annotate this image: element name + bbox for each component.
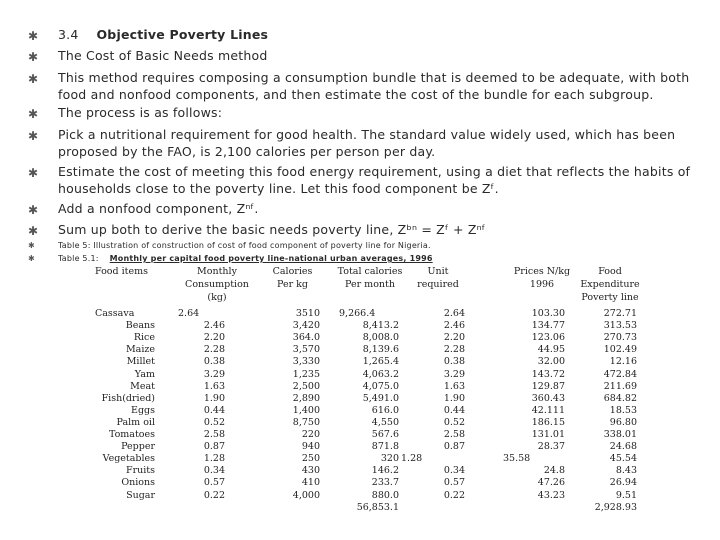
table-cell: 32.00 [537, 356, 565, 368]
header-food-items: Food items [95, 266, 148, 277]
table-cell: 123.06 [531, 332, 565, 344]
table-cell: 8,139.6 [362, 344, 399, 356]
square-bullet-icon: ✱ [28, 166, 39, 180]
header-total-calories: Total calories Per month [337, 266, 403, 290]
table-cell: 131.01 [531, 429, 565, 440]
table-cell: 2.58 [443, 429, 465, 440]
table-cell: 8.43 [615, 465, 637, 477]
table-cell: 2,890 [292, 392, 320, 404]
table-cell: Cassava [95, 308, 135, 319]
table-cell: 47.26 [537, 477, 565, 489]
table-cell: 3,420 [292, 320, 320, 332]
table-cell: 250 [301, 453, 320, 465]
table-cell: Meat [130, 380, 155, 392]
table-cell: 272.71 [603, 308, 637, 319]
table-cell: 220 [301, 429, 320, 440]
table-cell: 96.80 [609, 416, 637, 428]
table-cell: 1.90 [203, 392, 225, 404]
table-cell: 1.90 [443, 392, 465, 404]
table-cell: 9.51 [615, 489, 637, 501]
table-cell: 9,266.4 [339, 308, 376, 319]
food-poverty-table [95, 263, 715, 540]
table-cell: Vegetables [102, 453, 155, 465]
table-cell: 146.2 [371, 465, 399, 477]
table-cell: 4,063.2 [362, 368, 399, 380]
table-cell: 103.30 [531, 308, 565, 319]
table-cell: 360.43 [531, 392, 565, 404]
table-cell: 1,265.4 [362, 356, 399, 368]
table-cell: Fruits [126, 465, 155, 477]
table-cell: 364.0 [292, 332, 320, 344]
table-cell: 186.15 [531, 416, 565, 428]
table-cell: 8,750 [292, 416, 320, 428]
table-cell: 0.22 [203, 489, 225, 501]
square-bullet-icon: ✱ [28, 224, 39, 238]
table-cell: 2.58 [203, 429, 225, 440]
table-cell: 4,075.0 [362, 380, 399, 392]
table-cell: 0.57 [203, 477, 225, 489]
table-cell: Maize [125, 344, 155, 356]
table-cell: 1.63 [203, 380, 225, 392]
table-cell: Onions [121, 477, 155, 489]
bullet-text: The Cost of Basic Needs method [58, 48, 268, 63]
table-cell: 270.73 [603, 332, 637, 344]
table-cell: 26.94 [609, 477, 637, 489]
table-cell: 233.7 [371, 477, 399, 489]
table-cell: 3,570 [292, 344, 320, 356]
table-cell: 1.63 [443, 380, 465, 392]
square-bullet-icon: ✱ [28, 203, 39, 217]
table-cell: 1.28 [401, 453, 423, 465]
table-cell: 3510 [295, 308, 320, 319]
table-cell: 2.20 [203, 332, 225, 344]
section-heading: 3.4 Objective Poverty Lines [58, 27, 269, 42]
table-cell: Beans [125, 320, 155, 332]
table-cell: 1.28 [203, 453, 225, 465]
header-prices: Prices N/kg 1996 [513, 266, 571, 290]
bullet-text: Sum up both to derive the basic needs poverty line, Zᵇⁿ = Zᶠ + Zⁿᶠ [58, 222, 486, 237]
table-cell: 8,008.0 [362, 332, 399, 344]
table-cell: 0.34 [443, 465, 465, 477]
table-cell: 8,413.2 [362, 320, 399, 332]
table-cell: 2.46 [203, 320, 225, 332]
table-cell: 1,235 [292, 368, 320, 380]
table-cell: 35.58 [503, 453, 531, 465]
square-bullet-icon: ✱ [28, 129, 39, 143]
bullet-text: Add a nonfood component, Zⁿᶠ. [58, 201, 259, 216]
square-bullet-icon: ✱ [28, 107, 39, 121]
table-cell: Millet [126, 356, 155, 368]
table-cell: 0.52 [203, 416, 225, 428]
table-cell: 430 [301, 465, 320, 477]
square-bullet-icon: ✱ [28, 72, 39, 86]
table-cell: 3,330 [292, 356, 320, 368]
table-cell: 338.01 [603, 429, 637, 440]
table-cell: 24.8 [543, 465, 565, 477]
table-cell: 45.54 [609, 453, 637, 465]
header-unit-required: Unit required [417, 266, 459, 290]
table-cell: 0.87 [443, 441, 465, 453]
square-bullet-icon: ✱ [28, 241, 35, 250]
table-cell: 567.6 [371, 429, 399, 440]
table-cell: 0.52 [443, 416, 465, 428]
table-cell: 0.34 [203, 465, 225, 477]
table-cell: 0.22 [443, 489, 465, 501]
table-cell: 28.37 [537, 441, 565, 453]
table-cell: 4,000 [292, 489, 320, 501]
table-cell: 0.44 [203, 404, 225, 416]
total-calories: 56,853.1 [356, 501, 399, 513]
table-cell: 472.84 [603, 368, 637, 380]
table-cell: 0.38 [443, 356, 465, 368]
table-cell: Fish(dried) [101, 392, 155, 404]
bullet-text: Pick a nutritional requirement for good health. The standard value widely used, which has been proposed by the FAO, is 2,100 calories per person per day. [58, 127, 676, 159]
table-cell: 211.69 [603, 380, 637, 392]
square-bullet-icon: ✱ [28, 29, 39, 43]
total-food-expenditure: 2,928.93 [594, 501, 637, 513]
table-cell: Rice [133, 332, 155, 344]
table-cell: 2,500 [292, 380, 320, 392]
table-cell: 320 [380, 453, 399, 465]
table-cell: Tomatoes [108, 429, 155, 440]
table-cell: 24.68 [609, 441, 637, 453]
table-cell: 313.53 [603, 320, 637, 332]
table-cell: Yam [134, 368, 155, 380]
table-cell: 3.29 [203, 368, 225, 380]
table-cell: Sugar [126, 489, 155, 501]
square-bullet-icon: ✱ [28, 254, 35, 263]
table-cell: 134.77 [531, 320, 565, 332]
table-cell: 18.53 [609, 404, 637, 416]
square-bullet-icon: ✱ [28, 50, 39, 64]
table-cell: 871.8 [371, 441, 399, 453]
bullet-text: The process is as follows: [58, 105, 223, 120]
table-cell: 4,550 [371, 416, 399, 428]
table-cell: 102.49 [603, 344, 637, 356]
table-cell: 2.64 [443, 308, 465, 319]
table-cell: 2.28 [203, 344, 225, 356]
table-cell: 42.111 [531, 404, 565, 416]
table-cell: 12.16 [609, 356, 637, 368]
header-monthly-consumption: Monthly Consumption (kg) [185, 266, 249, 303]
table-cell: 2.46 [443, 320, 465, 332]
table-cell: 129.87 [531, 380, 565, 392]
table-cell: 3.29 [443, 368, 465, 380]
table-cell: 5,491.0 [362, 392, 399, 404]
table-subcaption: Table 5.1: Monthly per capital food poverty line-national urban averages, 1996 [58, 254, 433, 263]
table-cell: 0.57 [443, 477, 465, 489]
table-cell: Pepper [121, 441, 155, 453]
bullet-text: Estimate the cost of meeting this food energy requirement, using a diet that reflects the habits of households close to the poverty line. Let this food component be Zᶠ. [58, 164, 691, 196]
table-cell: Eggs [131, 404, 155, 416]
table-cell: 2.20 [443, 332, 465, 344]
table-cell: 2.64 [178, 308, 200, 319]
table-cell: 2.28 [443, 344, 465, 356]
table-cell: 1,400 [292, 404, 320, 416]
table-cell: 940 [301, 441, 320, 453]
table-cell: 684.82 [603, 392, 637, 404]
table-cell: Palm oil [116, 416, 155, 428]
table-cell: 0.87 [203, 441, 225, 453]
table-cell: 616.0 [371, 404, 399, 416]
bullet-text: This method requires composing a consumption bundle that is deemed to be adequate, with both food and nonfood components, and then estimate the cost of the bundle for each subgroup. [58, 70, 690, 102]
table-cell: 0.38 [203, 356, 225, 368]
header-food-expenditure: Food Expenditure Poverty line [580, 266, 640, 303]
table-cell: 143.72 [531, 368, 565, 380]
table-cell: 0.44 [443, 404, 465, 416]
table-cell: 44.95 [537, 344, 565, 356]
table-cell: 43.23 [537, 489, 565, 501]
table-caption: Table 5: Illustration of construction of cost of food component of poverty line for Nigeria. [58, 241, 431, 250]
table-cell: 880.0 [371, 489, 399, 501]
header-calories: Calories Per kg [272, 266, 313, 290]
table-cell: 410 [301, 477, 320, 489]
